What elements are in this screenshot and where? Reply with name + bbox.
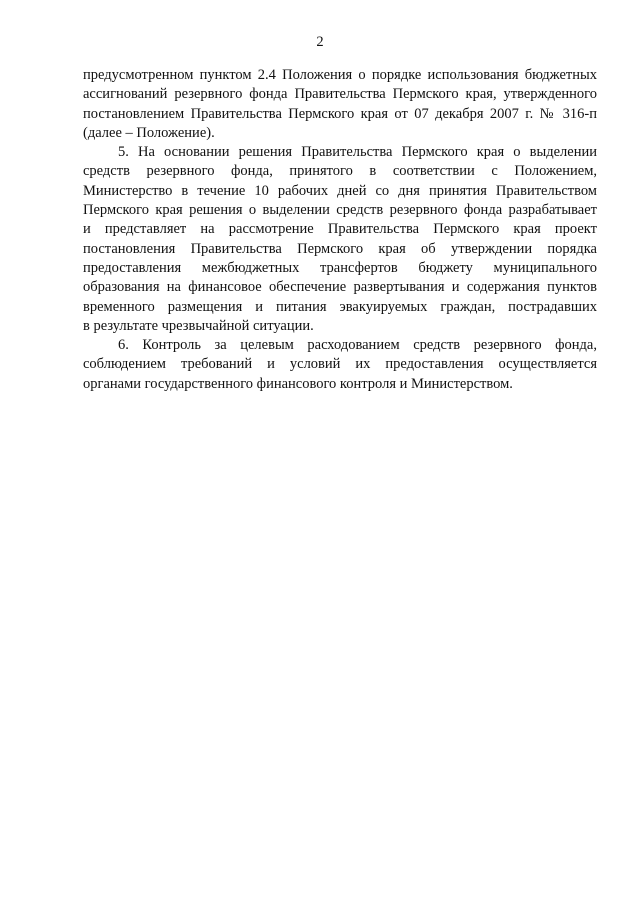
text-line: средств резервного фонда, принятого в соответствии с Положением, (83, 163, 597, 180)
paragraph-item-6 (83, 336, 597, 394)
text-line: предусмотренном пунктом 2.4 Положения о порядке использования бюджетных (83, 67, 597, 83)
text-line: и представляет на рассмотрение Правительства Пермского края проект (83, 221, 597, 238)
text-line: в результате чрезвычайной ситуации. (83, 317, 314, 334)
paragraph-item-5 (83, 143, 597, 336)
text-line: постановления Правительства Пермского края об утверждении порядка (83, 240, 597, 257)
text-line: временного размещения и питания эвакуируемых граждан, пострадавших (83, 298, 597, 315)
text-line: Пермского края решения о выделении средств резервного фонда разрабатывает (83, 202, 597, 219)
paragraph-continuation (83, 66, 597, 143)
text-line: 6. Контроль за целевым расходованием средств резервного фонда, (118, 337, 597, 354)
text-line: Министерство в течение 10 рабочих дней со дня принятия Правительством (83, 182, 597, 199)
text-line: (далее – Положение). (83, 124, 215, 141)
text-line: 5. На основании решения Правительства Пермского края о выделении (118, 144, 597, 161)
text-line: образования на финансовое обеспечение развертывания и содержания пунктов (83, 279, 597, 296)
text-line: предоставления межбюджетных трансфертов бюджету муниципального (83, 259, 597, 276)
text-line: постановлением Правительства Пермского края от 07 декабря 2007 г. № 316-п (83, 105, 597, 122)
page-number: 2 (316, 34, 324, 50)
text-line: соблюдением требований и условий их предоставления осуществляется (83, 356, 597, 373)
text-line: ассигнований резервного фонда Правительства Пермского края, утвержденного (83, 86, 597, 103)
document-body (83, 66, 597, 394)
text-line: органами государственного финансового контроля и Министерством. (83, 375, 513, 392)
